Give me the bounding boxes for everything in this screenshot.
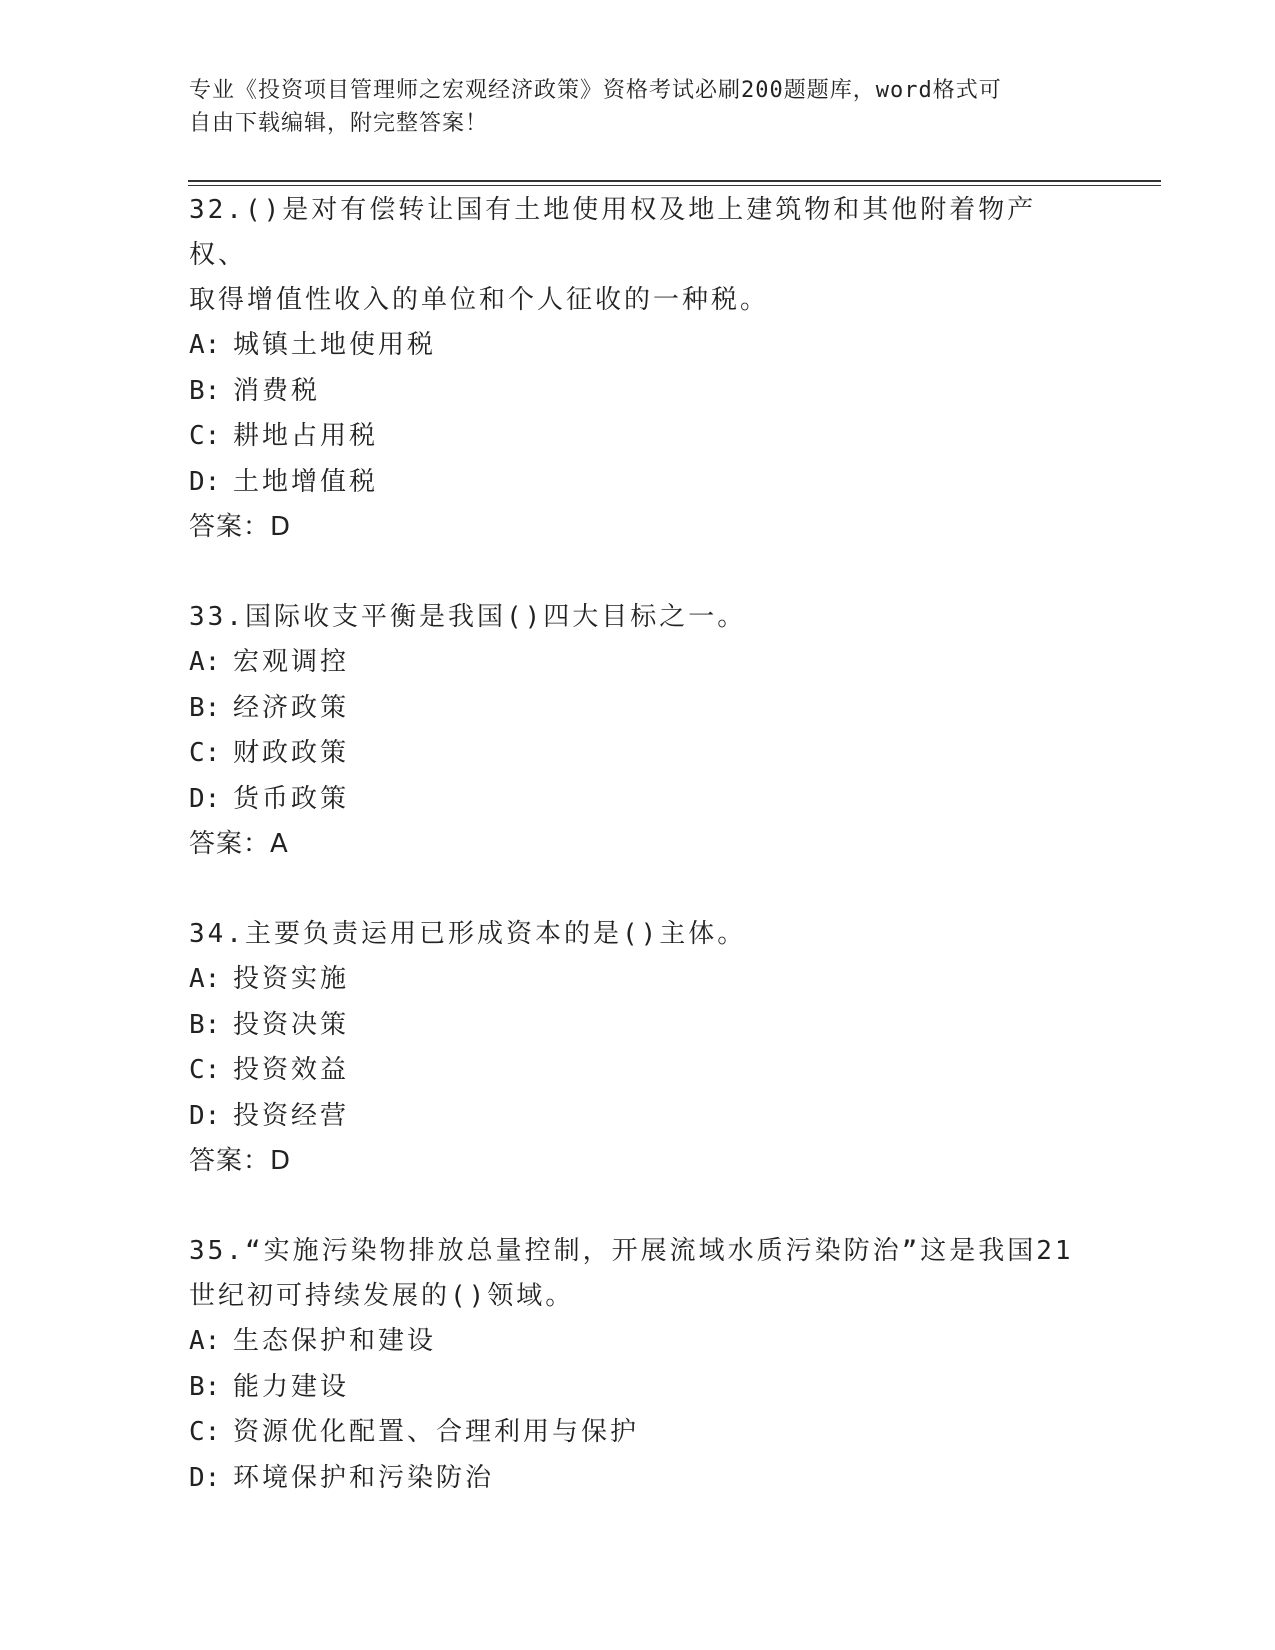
option-text: 城镇土地使用税 <box>233 330 437 360</box>
option-text: 环境保护和污染防治 <box>233 1462 495 1493</box>
option-text: 投资决策 <box>233 1009 350 1040</box>
option-letter: B: <box>189 692 221 723</box>
option-text: 生态保护和建设 <box>233 1326 437 1356</box>
option-d <box>189 1094 1089 1140</box>
option-letter: A: <box>189 330 221 360</box>
option-letter: B: <box>189 1371 221 1402</box>
header-title-line-2: 自由下载编辑，附完整答案！ <box>189 111 489 136</box>
option-c <box>189 1410 1089 1456</box>
option-letter: C: <box>189 421 221 451</box>
question-list <box>189 188 1089 1546</box>
option-letter: B: <box>189 1009 221 1040</box>
option-text: 消费税 <box>233 375 321 406</box>
question-stem-line: 35.“实施污染物排放总量控制，开展流域水质污染防治”这是我国21 <box>189 1236 1074 1266</box>
option-d <box>189 777 1089 823</box>
option-letter: A: <box>189 964 221 994</box>
answer-line: 答案：D <box>189 512 292 542</box>
option-b <box>189 369 1089 415</box>
document-header <box>189 74 1089 140</box>
question-stem-line: 34.主要负责运用已形成资本的是()主体。 <box>189 919 747 949</box>
option-text: 宏观调控 <box>233 647 350 677</box>
option-a <box>189 640 1089 686</box>
question-stem-line: 32.()是对有偿转让国有土地使用权及地上建筑物和其他附着物产权、 <box>189 195 1037 270</box>
option-b <box>189 686 1089 732</box>
option-a <box>189 1319 1089 1365</box>
option-letter: D: <box>189 783 221 814</box>
option-c <box>189 731 1089 777</box>
question-stem-line: 33.国际收支平衡是我国()四大目标之一。 <box>189 602 747 632</box>
option-text: 资源优化配置、合理利用与保护 <box>233 1417 640 1447</box>
option-a <box>189 957 1089 1003</box>
option-letter: C: <box>189 738 221 768</box>
option-d <box>189 1456 1089 1502</box>
header-divider <box>188 180 1161 186</box>
option-text: 投资经营 <box>233 1100 350 1131</box>
option-letter: C: <box>189 1055 221 1085</box>
option-text: 财政政策 <box>233 738 350 768</box>
question-33 <box>189 595 1089 867</box>
option-letter: A: <box>189 1326 221 1356</box>
option-text: 能力建设 <box>233 1371 350 1402</box>
option-b <box>189 1365 1089 1411</box>
option-text: 投资实施 <box>233 964 350 994</box>
answer-line: 答案：A <box>189 829 289 859</box>
answer-line: 答案：D <box>189 1146 292 1176</box>
option-d <box>189 460 1089 506</box>
option-letter: C: <box>189 1417 221 1447</box>
question-stem-line: 世纪初可持续发展的()领域。 <box>189 1281 575 1311</box>
option-c <box>189 414 1089 460</box>
option-text: 经济政策 <box>233 692 350 723</box>
header-title-line-1: 专业《投资项目管理师之宏观经济政策》资格考试必刷200题题库，word格式可 <box>189 78 1002 103</box>
option-letter: D: <box>189 466 221 497</box>
question-34 <box>189 912 1089 1184</box>
option-letter: D: <box>189 1100 221 1131</box>
option-letter: B: <box>189 375 221 406</box>
option-text: 货币政策 <box>233 783 350 814</box>
option-c <box>189 1048 1089 1094</box>
option-b <box>189 1003 1089 1049</box>
question-stem-line: 取得增值性收入的单位和个人征收的一种税。 <box>189 285 770 315</box>
option-text: 土地增值税 <box>233 466 379 497</box>
option-a <box>189 323 1089 369</box>
question-32 <box>189 188 1089 550</box>
option-letter: D: <box>189 1462 221 1493</box>
option-text: 投资效益 <box>233 1055 350 1085</box>
question-35 <box>189 1229 1089 1501</box>
option-letter: A: <box>189 647 221 677</box>
option-text: 耕地占用税 <box>233 421 379 451</box>
